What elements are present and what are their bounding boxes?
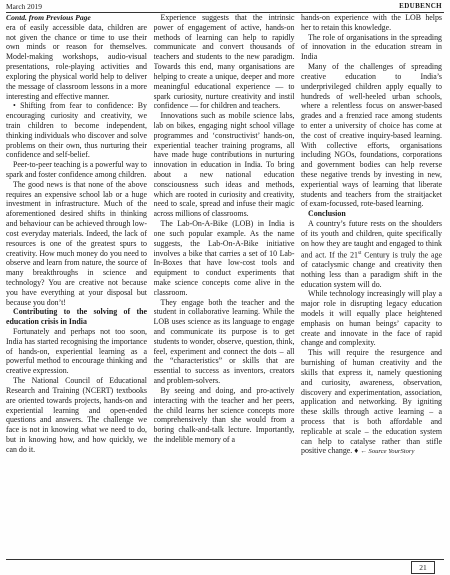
paragraph: The National Council of Educational Research and Training (NCERT) textbooks are oriented towards projects, hands-on and experiential learning and open-ended questions and answers. The challenge we face is not in knowing what we need to do, but in knowing how, and how quickly, we can do it. xyxy=(6,376,147,454)
footer-rule xyxy=(6,559,444,560)
paragraph: They engage both the teacher and the student in collaborative learning. While the LOB uses science as its language to engage and communicate its purpose is to get students to wonder, observe, question, think, feel, experiment and connect the dots – all the “characteristics” or skills that are essential to success as inventors, creators and problem-solvers. xyxy=(153,297,295,386)
superscript: st xyxy=(357,250,362,256)
paragraph: The role of organisations in the spreading of innovation in the education stream in India xyxy=(301,32,442,62)
magazine-name: EDUBENCH xyxy=(399,2,442,10)
column-1 xyxy=(6,13,147,558)
source-credit: ← Source YourStory xyxy=(360,448,415,456)
paragraph: The good news is that none of the above requires an expensive school lab or a huge investment in infrastructure. Much of the aforementioned desired shifts in thinking and behaviour can be achieved through low-cost everyday materials. Indeed, the lack of resources is one of the greatest spurs to creativity. How much money do you need to observe and learn from nature, the source of many breakthroughs in science and technology? You are creative not because you have everything at your disposal but because you don’t! xyxy=(6,179,147,307)
text-run: Century is truly the age of cataclysmic change and creativity then nothing less than a paradigm shift in the education system will do. xyxy=(301,250,442,289)
paragraph: Fortunately and perhaps not too soon, India has started recognising the importance of hands-on, experiential learning as a powerful method to encourage thinking and creative expression. xyxy=(6,327,147,376)
paragraph: By seeing and doing, and pro-actively interacting with the teacher and her peers, the child learns her science concepts more comprehensively than she would from a boring chalk-and-talk lecture. Importantly, the indelible memory of a xyxy=(153,385,295,444)
paragraph xyxy=(301,348,442,457)
column-2 xyxy=(154,13,295,558)
text-run: This will require the resurgence and burnishing of human creativity and the skills that express it, namely questioning and curiosity, awareness, observation, discovery and experimentation, association, application and networking. By igniting these skills through active learning – a process that is both affordable and replicable at scale – the education system can help to catalyse rather than stifle positive change. xyxy=(301,348,442,456)
paragraph: Innovations such as mobile science labs, lab on bikes, engaging night school village programmes and ‘constructivist’ hands-on, experiential teacher training programs, all have made huge contributions in nurturing innovation in education in India. To bring about a new national education consciousness such ideas and methods, which are rooted in curiosity and creativity, need to scale, spread and infuse their magic across millions of classrooms. xyxy=(153,111,295,219)
end-mark: ♦ xyxy=(354,446,359,456)
paragraph xyxy=(301,219,442,289)
paragraph: Experience suggests that the intrinsic power of engagement of active, hands-on methods of learning can help to rapidly communicate and convert thousands of teachers and students to the new paradigm. Towards this end, many organisations are helping to create a unique, deeper and more meaningful educational experience — to spark curiosity, nurture creativity and instil confidence — for children and teachers. xyxy=(153,13,295,111)
paragraph: Many of the challenges of spreading creative education to India’s underprivileged children apply equally to hundreds of well-heeled urban schools, where a relentless focus on answer-based grades and a frenzied race among students to enter a university of choice has come at the cost of creative inquiry-based learning. With collective efforts, organisations including NGOs, foundations, corporations and government bodies can help reverse these negative trends by investing in new, experiential ways of learning that liberate students and teachers from the straitjacket of exam-focussed, rote-based learning. xyxy=(301,62,442,209)
article-body xyxy=(6,13,442,558)
paragraph: • Shifting from fear to confidence: By encouraging curiosity and creativity, we train children to become independent, thinking individuals who discover and solve problems on their own, thus nurturing their confidence and self-belief. xyxy=(6,101,147,160)
page-number: 21 xyxy=(411,561,435,574)
text-run: A country’s future rests on the shoulders of its youth and children, quite specifically on how they are taught and engaged to think and act. If the 21 xyxy=(301,219,442,260)
paragraph: era of easily accessible data, children are not given the chance or time to use their own minds or reason for themselves. Model-making workshops, audio-visual presentations, role-playing activities and exploring the physical world help to deliver the message of classroom lessons in a more interesting and effective manner. xyxy=(6,22,147,101)
section-heading: Contributing to the solving of the education crisis in India xyxy=(6,307,147,327)
section-heading: Conclusion xyxy=(308,209,346,219)
paragraph: The Lab-On-A-Bike (LOB) in India is one such popular example. As the name suggests, the Lab-On-A-Bike initiative involves a bike that carries a set of 10 Lab-In-Boxes that have low-cost tools and equipment to conduct experiments that make science concepts come alive in the classroom. xyxy=(153,219,295,297)
paragraph: hands-on experience with the LOB helps her to retain this knowledge. xyxy=(301,13,442,32)
paragraph: Peer-to-peer teaching is a powerful way to spark and foster confidence among children. xyxy=(6,160,147,179)
column-3 xyxy=(301,13,442,558)
issue-date: March 2019 xyxy=(6,2,42,11)
page-header xyxy=(6,2,444,13)
continued-label: Contd. from Previous Page xyxy=(6,13,91,22)
paragraph: While technology increasingly will play a major role in disrupting legacy education models it will equally place heightened emphasis on human beings’ capacity to create and innovate in the face of rapid change and complexity. xyxy=(301,289,442,348)
